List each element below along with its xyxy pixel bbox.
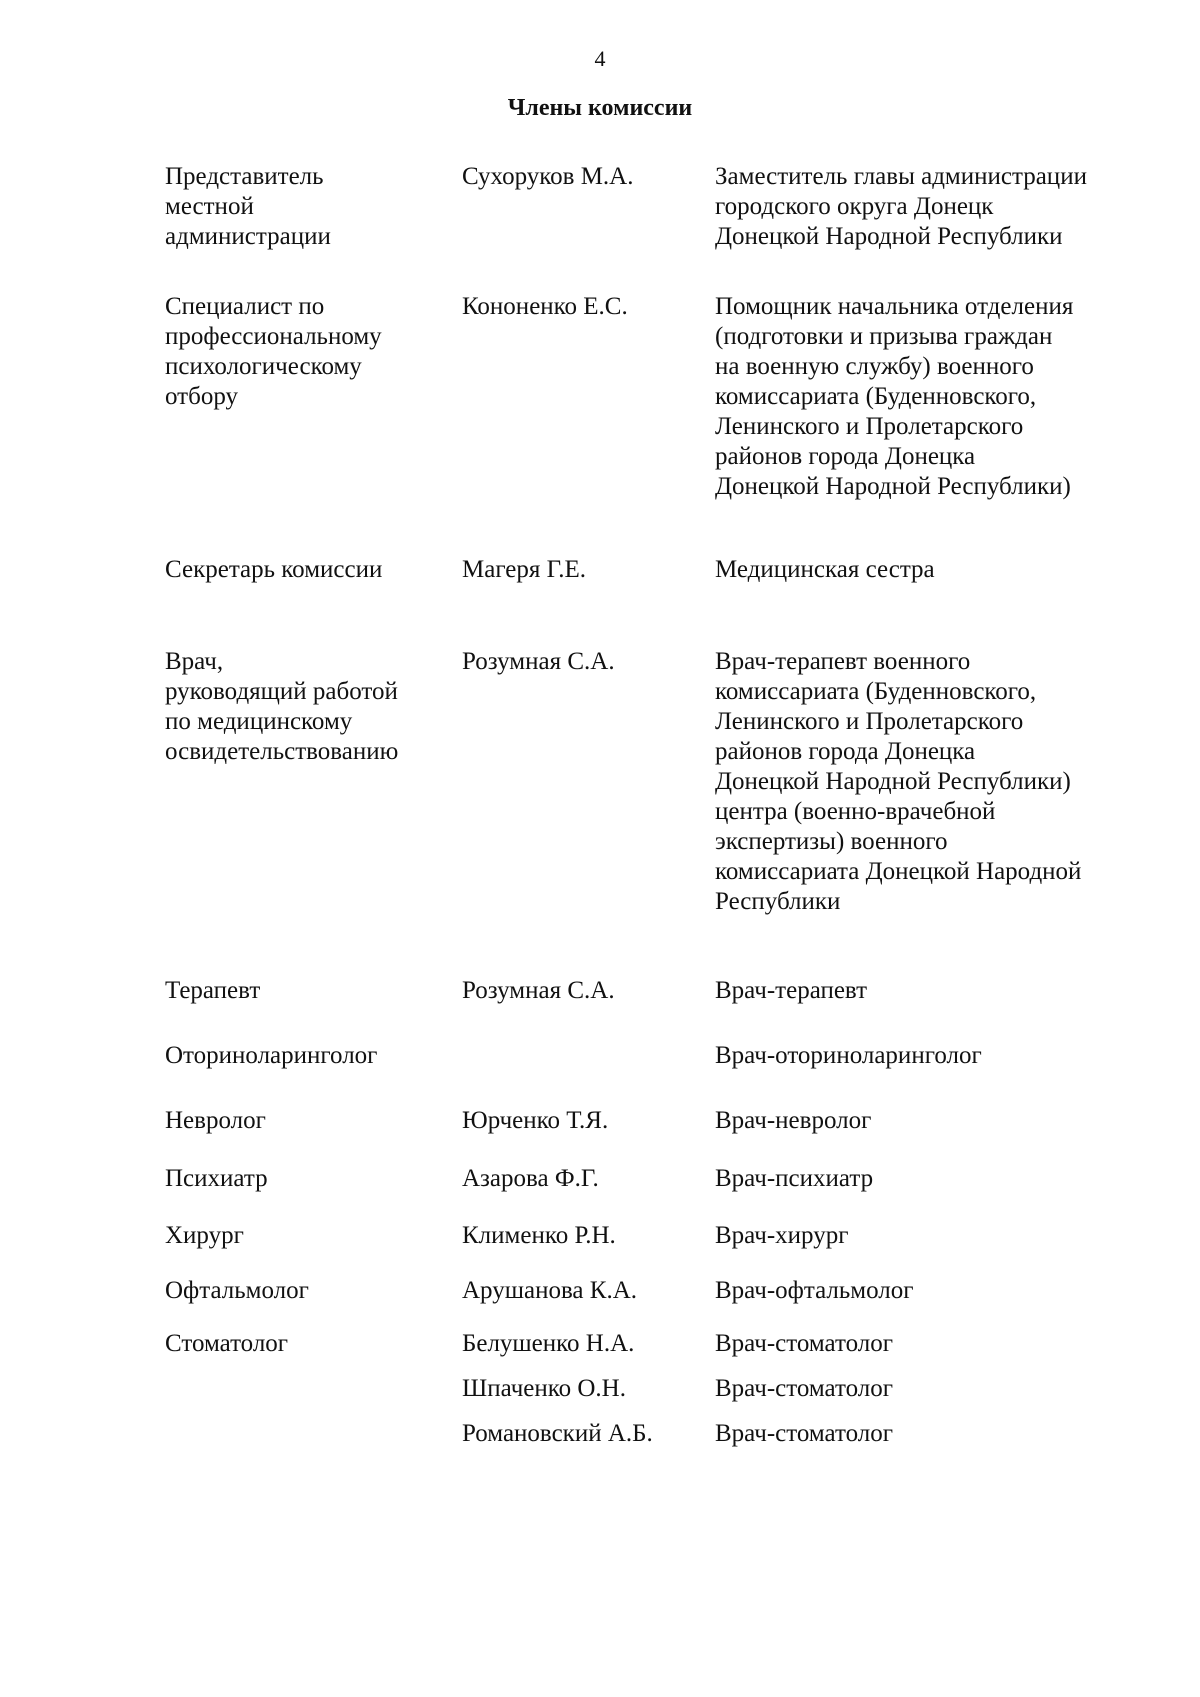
member-position: Врач-стоматолог xyxy=(715,1375,893,1402)
member-name: Розумная С.А. xyxy=(462,977,615,1004)
member-position: Помощник начальника отделения (подготовки и призыва граждан на военную службу) военного комиссариата (Буденновского, Ленинского и Пролетарского районов города Донецка Донецкой Народной Республики) xyxy=(715,293,1074,500)
member-role: Невролог xyxy=(165,1107,266,1134)
member-name: Сухоруков М.А. xyxy=(462,163,634,190)
member-role: Хирург xyxy=(165,1222,244,1249)
member-name: Кононенко Е.С. xyxy=(462,293,628,320)
member-position: Врач-терапевт xyxy=(715,977,868,1004)
member-role: Психиатр xyxy=(165,1165,268,1192)
member-name: Шпаченко О.Н. xyxy=(462,1375,626,1402)
member-name: Азарова Ф.Г. xyxy=(462,1165,599,1192)
member-position: Медицинская сестра xyxy=(715,556,935,583)
page-number: 4 xyxy=(594,46,606,71)
member-position: Врач-оториноларинголог xyxy=(715,1042,982,1069)
member-role: Терапевт xyxy=(165,977,261,1004)
member-position: Врач-стоматолог xyxy=(715,1420,893,1447)
member-name: Розумная С.А. xyxy=(462,648,615,675)
page-title: Члены комиссии xyxy=(507,95,693,121)
member-role: Специалист по профессиональному психологическому отбору xyxy=(165,293,382,410)
member-name: Белушенко Н.А. xyxy=(462,1330,635,1357)
member-position: Заместитель главы администрации городского округа Донецк Донецкой Народной Республики xyxy=(715,163,1087,250)
member-name: Магеря Г.Е. xyxy=(462,556,586,583)
member-name: Клименко Р.Н. xyxy=(462,1222,616,1249)
member-position: Врач-невролог xyxy=(715,1107,872,1134)
member-role: Стоматолог xyxy=(165,1330,289,1357)
member-role: Оториноларинголог xyxy=(165,1042,378,1069)
member-position: Врач-психиатр xyxy=(715,1165,874,1192)
member-role: Врач, руководящий работой по медицинскому освидетельствованию xyxy=(165,648,399,765)
member-role: Секретарь комиссии xyxy=(165,556,383,583)
member-position: Врач-стоматолог xyxy=(715,1330,893,1357)
member-position: Врач-офтальмолог xyxy=(715,1277,914,1304)
member-position: Врач-хирург xyxy=(715,1222,849,1249)
member-position: Врач-терапевт военного комиссариата (Буденновского, Ленинского и Пролетарского районов города Донецка Донецкой Народной Республики) центра (военно-врачебной экспертизы) военного комиссариата Донецкой Народной Республики xyxy=(715,648,1082,915)
member-role: Представитель местной администрации xyxy=(165,163,331,250)
member-name: Арушанова К.А. xyxy=(462,1277,637,1304)
member-name: Романовский А.Б. xyxy=(462,1420,653,1447)
member-role: Офтальмолог xyxy=(165,1277,309,1304)
member-name: Юрченко Т.Я. xyxy=(462,1107,609,1134)
